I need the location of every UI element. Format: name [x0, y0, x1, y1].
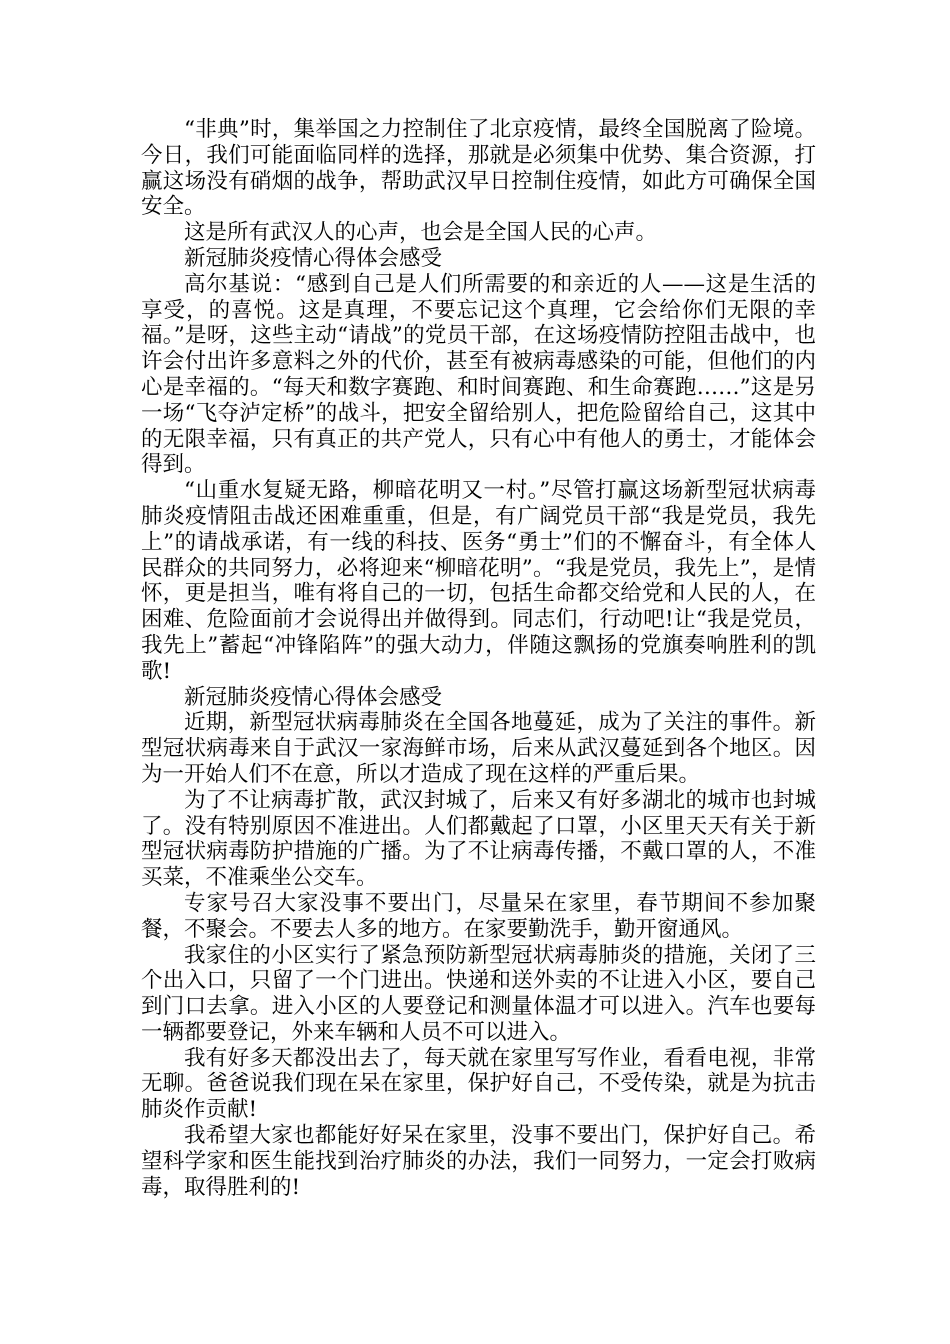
paragraph-hope: 我希望大家也都能好好呆在家里，没事不要出门，保护好自己。希望科学家和医生能找到治疗肺炎的办法，我们一同努力，一定会打败病毒，取得胜利的!	[141, 1123, 816, 1200]
section-heading-2: 新冠肺炎疫情心得体会感受	[184, 684, 443, 710]
section-heading-1: 新冠肺炎疫情心得体会感受	[184, 245, 443, 271]
paragraph-stay-home: 我有好多天都没出去了，每天就在家里写写作业，看看电视，非常无聊。爸爸说我们现在呆在家里，保护好自己，不受传染，就是为抗击肺炎作贡献!	[141, 1045, 816, 1123]
paragraph-community: 我家住的小区实行了紧急预防新型冠状病毒肺炎的措施，关闭了三个出入口，只留了一个门进出。快递和送外卖的不让进入小区，要自己到门口去拿。进入小区的人要登记和测量体温才可以进入。汽车也要每一辆都要登记，外来车辆和人员不可以进入。	[141, 942, 816, 1045]
paragraph-recent-spread: 近期，新型冠状病毒肺炎在全国各地蔓延，成为了关注的事件。新型冠状病毒来自于武汉一家海鲜市场，后来从武汉蔓延到各个地区。因为一开始人们不在意，所以才造成了现在这样的严重后果。	[141, 710, 816, 787]
paragraph-lockdown: 为了不让病毒扩散，武汉封城了，后来又有好多湖北的城市也封城了。没有特别原因不准进出。人们都戴起了口罩，小区里天天有关于新型冠状病毒防护措施的广播。为了不让病毒传播，不戴口罩的人，不准买菜，不准乘坐公交车。	[141, 787, 816, 891]
paragraph-feidian: “非典”时，集举国之力控制住了北京疫情，最终全国脱离了险境。今日，我们可能面临同样的选择，那就是必须集中优势、集合资源，打赢这场没有硝烟的战争，帮助武汉早日控制住疫情，如此方可确保全国安全。	[141, 117, 816, 220]
document-body	[141, 117, 816, 1200]
paragraph-liuan-huaming: “山重水复疑无路，柳暗花明又一村。”尽管打赢这场新型冠状病毒肺炎疫情阻击战还困难重重，但是，有广阔党员干部“我是党员，我先上”的请战承诺，有一线的科技、医务“勇士”们的不懈奋斗，有全体人民群众的共同努力，必将迎来“柳暗花明”。“我是党员，我先上”，是情怀，更是担当，唯有将自己的一切，包括生命都交给党和人民的人，在困难、危险面前才会说得出并做得到。同志们，行动吧!让“我是党员，我先上”蓄起“冲锋陷阵”的强大动力，伴随这飘扬的党旗奏响胜利的凯歌!	[141, 478, 816, 684]
paragraph-wuhan-voice: 这是所有武汉人的心声，也会是全国人民的心声。	[184, 220, 658, 246]
paragraph-experts: 专家号召大家没事不要出门，尽量呆在家里，春节期间不参加聚餐，不聚会。不要去人多的地方。在家要勤洗手，勤开窗通风。	[141, 890, 816, 942]
paragraph-gorky: 高尔基说：“感到自己是人们所需要的和亲近的人——这是生活的享受，的喜悦。这是真理，不要忘记这个真理，它会给你们无限的幸福。”是呀，这些主动“请战”的党员干部，在这场疫情防控阻击战中，也许会付出许多意料之外的代价，甚至有被病毒感染的可能，但他们的内心是幸福的。“每天和数字赛跑、和时间赛跑、和生命赛跑……”这是另一场“飞夺泸定桥”的战斗，把安全留给别人，把危险留给自己，这其中的无限幸福，只有真正的共产党人，只有心中有他人的勇士，才能体会得到。	[141, 271, 816, 478]
